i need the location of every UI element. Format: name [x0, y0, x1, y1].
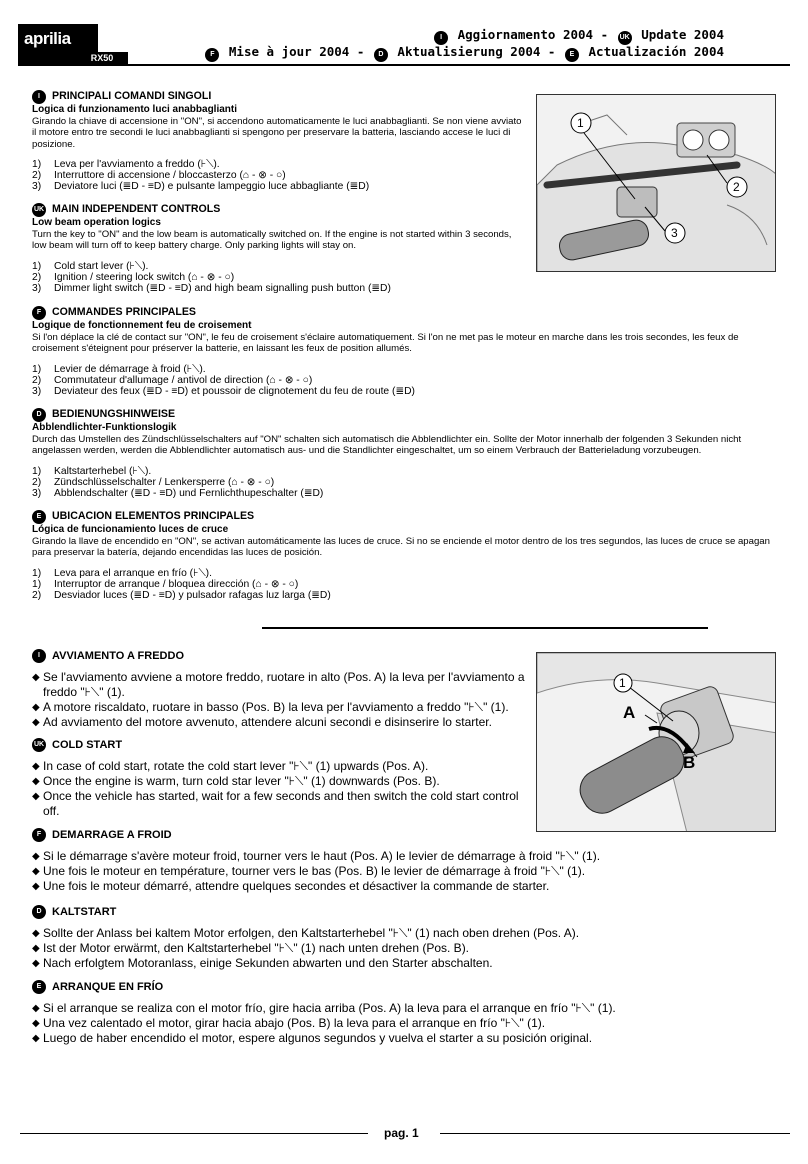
section-subtitle: Low beam operation logics: [32, 217, 161, 228]
diamond-icon: ◆: [32, 791, 40, 802]
bullet-text: Ad avviamento del motore avvenuto, attendere alcuni secondi e disinserire lo starter.: [43, 715, 492, 729]
diamond-icon: ◆: [32, 851, 40, 862]
list-item: [32, 170, 778, 181]
controls-section-uk: [32, 203, 778, 294]
item-number: 2): [32, 374, 42, 386]
page-number: pag. 1: [384, 1126, 419, 1140]
item-number: 1): [32, 567, 42, 579]
item-text: Interruptor de arranque / bloquea dirección (⌂ - ⊗ - ○): [54, 578, 299, 590]
diamond-icon: ◆: [32, 672, 40, 683]
item-number: 2): [32, 170, 42, 182]
bullet-item: [32, 759, 530, 774]
cold-start-illustration: [537, 653, 776, 832]
diamond-icon: ◆: [32, 1003, 40, 1014]
controls-section-es: [32, 510, 778, 601]
controls-section-de: [32, 408, 778, 499]
section-title: ARRANQUE EN FRÍO: [52, 980, 164, 993]
diamond-icon: ◆: [32, 943, 40, 954]
model-label: RX50: [76, 52, 128, 64]
item-number: 3): [32, 487, 42, 499]
list-item: [32, 364, 778, 375]
item-text: Interruttore di accensione / bloccasterzo (⌂ - ⊗ - ○): [54, 170, 286, 182]
list-item: [32, 386, 778, 397]
cold-start-section-it: [32, 648, 526, 730]
controls-list: [32, 261, 778, 295]
bullet-item: [32, 1001, 778, 1016]
controls-list: [32, 364, 778, 398]
header-text: Aktualisierung 2004 -: [397, 44, 556, 59]
section-heading: [32, 408, 778, 422]
cold-start-section-es: [32, 979, 778, 1046]
bullet-text: A motore riscaldato, ruotare in basso (Pos. B) la leva per l'avviamento a freddo "⊦⟍" (1).: [43, 700, 509, 714]
bullet-item: [32, 926, 778, 941]
cold-start-section-uk: [32, 737, 530, 819]
bullet-item: [32, 956, 778, 971]
header-text: Mise à jour 2004 -: [228, 44, 365, 59]
section-heading: [32, 904, 778, 920]
bullet-item: [32, 864, 778, 879]
list-item: [32, 488, 778, 499]
section-heading: [32, 203, 778, 217]
diamond-icon: ◆: [32, 958, 40, 969]
item-text: Ignition / steering lock switch (⌂ - ⊗ - ○): [54, 271, 235, 283]
bullet-text: Une fois le moteur démarré, attendre quelques secondes et désactiver la commande de starter.: [43, 879, 550, 893]
bullet-text: Si le démarrage s'avère moteur froid, tourner vers le haut (Pos. A) le levier de démarrage à froid "⊦⟍" (1).: [43, 849, 601, 863]
flag-icon: UK: [32, 203, 46, 217]
section-title: BEDIENUNGSHINWEISE: [52, 408, 176, 421]
section-heading: [32, 827, 778, 843]
item-text: Zündschlüsselschalter / Lenkersperre (⌂ - ⊗ - ○): [54, 476, 275, 488]
header-text: Update 2004: [641, 27, 724, 42]
bullet-text: Once the vehicle has started, wait for a few seconds and then switch the cold start control off.: [43, 789, 519, 818]
section-title: AVVIAMENTO A FREDDO: [52, 649, 185, 662]
item-number: 1): [32, 363, 42, 375]
flag-icon: F: [205, 48, 219, 62]
flag-icon: D: [32, 408, 46, 422]
section-heading: [32, 979, 778, 995]
section-paragraph: Girando la chiave di accensione in "ON", si accendono automaticamente le luci anabbaglianti. Se non viene avviato il motore entro tre secondi le luci anabbaglianti si spengono per preservare la batteria, lasciando accese le luci di posizione.: [32, 115, 522, 150]
section-divider: [262, 627, 708, 629]
list-item: [32, 590, 778, 601]
section-heading: [32, 648, 526, 664]
item-number: 3): [32, 282, 42, 294]
diamond-icon: ◆: [32, 776, 40, 787]
callout-a: A: [623, 703, 636, 722]
flag-icon: D: [374, 48, 388, 62]
callout-3: 3: [671, 226, 678, 240]
bullet-item: [32, 670, 526, 700]
section-subtitle: Lógica de funcionamiento luces de cruce: [32, 524, 229, 535]
diamond-icon: ◆: [32, 1033, 40, 1044]
section-title: COLD START: [52, 738, 123, 751]
flag-icon: I: [32, 90, 46, 104]
controls-list: [32, 568, 778, 602]
section-title: MAIN INDEPENDENT CONTROLS: [52, 203, 221, 216]
bullet-list: [32, 1001, 778, 1046]
cold-start-section-fr: [32, 827, 778, 894]
diamond-icon: ◆: [32, 1018, 40, 1029]
section-paragraph: Girando la llave de encendido en "ON", se activan automáticamente las luces de cruce. Si no se enciende el motor dentro de los tres segundos, las luces de cruce se apagan para preservar la batería, dejando encendidas las luces de posición.: [32, 535, 770, 558]
section-heading: [32, 90, 778, 104]
bullet-text: Once the engine is warm, turn cold star lever "⊦⟍" (1) downwards (Pos. B).: [43, 774, 440, 788]
diamond-icon: ◆: [32, 881, 40, 892]
section-subtitle: Abblendlichter-Funktionslogik: [32, 422, 177, 433]
callout-1: 1: [577, 116, 584, 130]
header-text: Actualización 2004: [588, 44, 724, 59]
item-text: Levier de démarrage à froid (⊦⟍).: [54, 363, 206, 375]
logo-text: aprilia: [18, 24, 98, 64]
section-title: KALTSTART: [52, 905, 117, 918]
list-item: [32, 375, 778, 386]
bullet-item: [32, 1016, 778, 1031]
bullet-list: [32, 759, 530, 819]
item-text: Leva para el arranque en frío (⊦⟍).: [54, 567, 212, 579]
footer-rule-left: [20, 1133, 368, 1134]
list-item: [32, 181, 778, 192]
callout-2: 2: [733, 180, 740, 194]
list-item: [32, 283, 778, 294]
list-item: [32, 272, 778, 283]
bullet-text: Sollte der Anlass bei kaltem Motor erfolgen, den Kaltstarterhebel "⊦⟍" (1) nach oben drehen (Pos. A).: [43, 926, 580, 940]
diamond-icon: ◆: [32, 717, 40, 728]
list-item: [32, 466, 778, 477]
item-number: 1): [32, 578, 42, 590]
item-number: 2): [32, 476, 42, 488]
diamond-icon: ◆: [32, 866, 40, 877]
section-paragraph: Si l'on déplace la clé de contact sur "ON", le feu de croisement s'éclaire automatiquement. Si l'on ne met pas le moteur en marche dans les trois secondes, les feux de croisement s'éteignent pour préserver la batterie, en laissant les feux de position allumés.: [32, 331, 739, 354]
bullet-item: [32, 941, 778, 956]
item-text: Abblendschalter (≣D - ≡D) und Fernlichthupeschalter (≣D): [54, 487, 324, 499]
cold-start-figure: [536, 652, 776, 832]
bullet-item: [32, 1031, 778, 1046]
section-subtitle: Logique de fonctionnement feu de croisement: [32, 320, 252, 331]
bullet-list: [32, 670, 526, 730]
item-text: Dimmer light switch (≣D - ≡D) and high beam signalling push button (≣D): [54, 282, 391, 294]
footer-rule-right: [440, 1133, 790, 1134]
bullet-item: [32, 700, 526, 715]
flag-icon: E: [565, 48, 579, 62]
flag-icon: UK: [618, 31, 632, 45]
controls-list: [32, 466, 778, 500]
bullet-item: [32, 715, 526, 730]
bullet-text: Luego de haber encendido el motor, espere algunos segundos y vuelva el starter a su posición original.: [43, 1031, 593, 1045]
flag-icon: F: [32, 828, 46, 842]
section-subtitle: Logica di funzionamento luci anabbaglianti: [32, 104, 238, 115]
bullet-text: Nach erfolgtem Motoranlass, einige Sekunden abwarten und den Starter abschalten.: [43, 956, 493, 970]
list-item: [32, 159, 778, 170]
item-text: Deviatore luci (≣D - ≡D) e pulsante lampeggio luce abbagliante (≣D): [54, 181, 370, 193]
flag-icon: F: [32, 306, 46, 320]
controls-section-fr: [32, 306, 778, 397]
bullet-item: [32, 789, 530, 819]
bullet-list: [32, 926, 778, 971]
list-item: [32, 477, 778, 488]
diamond-icon: ◆: [32, 928, 40, 939]
diamond-icon: ◆: [32, 702, 40, 713]
item-text: Leva per l'avviamento a freddo (⊦⟍).: [54, 159, 220, 170]
item-number: 2): [32, 589, 42, 601]
controls-list: [32, 159, 778, 193]
section-title: UBICACION ELEMENTOS PRINCIPALES: [52, 510, 255, 523]
bullet-text: Una vez calentado el motor, girar hacia abajo (Pos. B) la leva para el arranque en frío "⊦⟍" (1).: [43, 1016, 546, 1030]
bullet-text: Une fois le moteur en température, tourner vers le bas (Pos. B) le levier de démarrage à froid "⊦⟍" (1).: [43, 864, 586, 878]
item-text: Kaltstarterhebel (⊦⟍).: [54, 465, 152, 477]
section-paragraph: Turn the key to "ON" and the low beam is automatically switched on. If the engine is not started within 3 seconds, low beam will turn off to keep battery charge. Only parking lights will stay on.: [32, 228, 512, 251]
bullet-item: [32, 879, 778, 894]
item-number: 1): [32, 465, 42, 477]
flag-icon: E: [32, 980, 46, 994]
bullet-list: [32, 849, 778, 894]
section-title: COMMANDES PRINCIPALES: [52, 306, 197, 319]
item-number: 3): [32, 181, 42, 193]
section-paragraph: Durch das Umstellen des Zündschlüsselschalters auf "ON" schalten sich automatisch die Abblendlichter ein. Sollte der Motor innerhalb der folgenden 3 Sekunden nicht angelassen werden, werden die Abblendlichter automatisch aus- und die Standlichter eingeschaltet, um so einem Verbrauch der Batterieladung vorzubeugen.: [32, 433, 742, 456]
flag-icon: UK: [32, 738, 46, 752]
flag-icon: D: [32, 905, 46, 919]
update-header-line-2: [203, 44, 724, 62]
section-heading: [32, 306, 778, 320]
section-title: DEMARRAGE A FROID: [52, 828, 172, 841]
brand-logo: [18, 24, 128, 64]
header-rule: [18, 64, 790, 66]
callout-b: B: [683, 753, 696, 772]
bullet-text: In case of cold start, rotate the cold start lever "⊦⟍" (1) upwards (Pos. A).: [43, 759, 429, 773]
item-text: Desviador luces (≣D - ≡D) y pulsador rafagas luz larga (≣D): [54, 589, 331, 601]
section-heading: [32, 510, 778, 524]
bullet-item: [32, 849, 778, 864]
item-text: Commutateur d'allumage / antivol de direction (⌂ - ⊗ - ○): [54, 374, 313, 386]
item-number: 1): [32, 260, 42, 272]
section-heading: [32, 737, 530, 753]
item-number: 2): [32, 271, 42, 283]
flag-icon: I: [32, 649, 46, 663]
flag-icon: I: [434, 31, 448, 45]
list-item: [32, 261, 778, 272]
item-text: Cold start lever (⊦⟍).: [54, 260, 149, 272]
section-title: PRINCIPALI COMANDI SINGOLI: [52, 90, 212, 103]
header-text: Aggiornamento 2004 -: [457, 27, 609, 42]
list-item: [32, 568, 778, 579]
cold-start-section-de: [32, 904, 778, 971]
callout-1: 1: [619, 676, 626, 690]
list-item: [32, 579, 778, 590]
diamond-icon: ◆: [32, 761, 40, 772]
controls-section-it: [32, 90, 778, 193]
item-text: Deviateur des feux (≣D - ≡D) et poussoir de clignotement du feu de route (≣D): [54, 385, 415, 397]
bullet-text: Ist der Motor erwärmt, den Kaltstarterhebel "⊦⟍" (1) nach unten drehen (Pos. B).: [43, 941, 470, 955]
flag-icon: E: [32, 510, 46, 524]
update-header-line-1: [432, 27, 724, 45]
item-number: 1): [32, 159, 42, 170]
item-number: 3): [32, 385, 42, 397]
bullet-item: [32, 774, 530, 789]
bullet-text: Si el arranque se realiza con el motor frío, gire hacia arriba (Pos. A) la leva para el arranque en frío "⊦⟍" (1).: [43, 1001, 616, 1015]
bullet-text: Se l'avviamento avviene a motore freddo, ruotare in alto (Pos. A) la leva per l'avviamento a freddo "⊦⟍" (1).: [43, 670, 525, 699]
